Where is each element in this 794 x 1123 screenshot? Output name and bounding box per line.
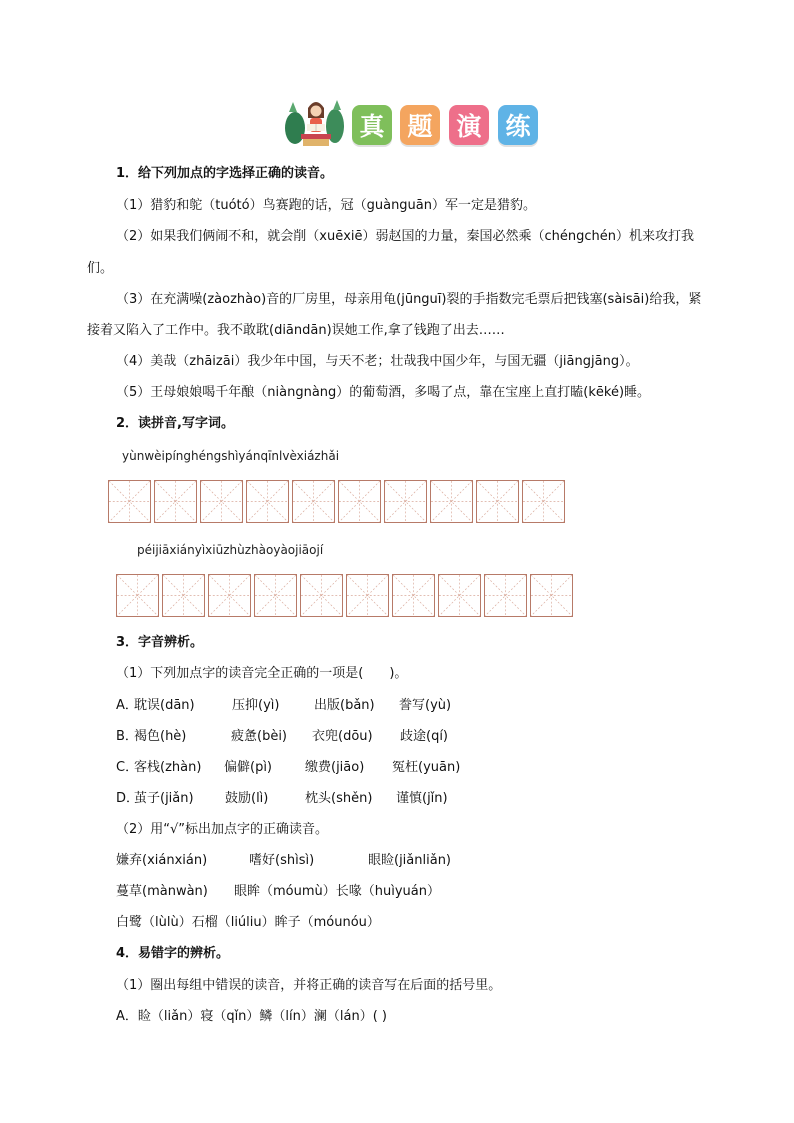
header-tile-zhen: 真 xyxy=(352,105,392,145)
q4-title: 4．易错字的辨析。 xyxy=(116,946,230,961)
writing-cell[interactable] xyxy=(208,574,251,617)
option-label: B． xyxy=(116,729,138,744)
writing-cell[interactable] xyxy=(292,480,335,523)
writing-grid-1[interactable] xyxy=(108,480,568,523)
reading-girl-illustration xyxy=(283,98,347,148)
q1-item-4: （4）美哉（zhāizāi）我少年中国，与天不老；壮哉我中国少年，与国无疆（jiāngjāng）。 xyxy=(116,354,639,369)
writing-cell[interactable] xyxy=(338,480,381,523)
option-label: A． xyxy=(116,698,138,713)
writing-cell[interactable] xyxy=(254,574,297,617)
q3-word: 嫌弃(xiánxián) xyxy=(116,853,208,868)
option-word: 压抑(yì) xyxy=(232,698,280,713)
q1-item-2-cont: 们。 xyxy=(87,261,114,276)
q1-item-2: （2）如果我们俩闹不和，就会削（xuēxiē）弱赵国的力量，秦国必然乘（chéngchén）机来攻打我 xyxy=(116,229,695,244)
writing-grid-2[interactable] xyxy=(116,574,576,617)
writing-cell[interactable] xyxy=(162,574,205,617)
writing-cell[interactable] xyxy=(476,480,519,523)
q2-pinyin-1: yùnwèipínghéngshìyánqīnlvèxiázhǎi xyxy=(122,449,340,463)
writing-cell[interactable] xyxy=(246,480,289,523)
writing-cell[interactable] xyxy=(346,574,389,617)
header-tile-ti: 题 xyxy=(400,105,440,145)
writing-cell[interactable] xyxy=(300,574,343,617)
q3-sub1: （1）下列加点字的读音完全正确的一项是( )。 xyxy=(116,666,408,681)
header-tile-yan: 演 xyxy=(449,105,489,145)
writing-cell[interactable] xyxy=(522,480,565,523)
option-word: 誊写(yù) xyxy=(399,698,452,713)
q3-word: 眼眸（móumù）长喙（huìyuán） xyxy=(234,884,440,899)
q3-title: 3．字音辨析。 xyxy=(116,635,204,650)
writing-cell[interactable] xyxy=(484,574,527,617)
option-word: 鼓励(lì) xyxy=(225,791,269,806)
writing-cell[interactable] xyxy=(384,480,427,523)
option-word: 缴费(jiāo) xyxy=(305,760,365,775)
q2-pinyin-2: péijiāxiányìxiūzhùzhàoyàojiāojí xyxy=(137,543,324,557)
q2-title: 2．读拼音,写字词。 xyxy=(116,416,234,431)
q3-word: 蔓草(mànwàn) xyxy=(116,884,208,899)
option-label: C． xyxy=(116,760,139,775)
q3-sub2: （2）用“√”标出加点字的正确读音。 xyxy=(116,822,329,837)
q1-item-3-cont: 接着又陷入了工作中。我不敢耽(diāndān)误她工作,拿了钱跑了出去…… xyxy=(87,323,505,338)
q1-item-3: （3）在充满噪(zàozhào)音的厂房里，母亲用龟(jūnguī)裂的手指数完毛票后把钱塞(sàisāi)给我，紧 xyxy=(116,292,702,307)
writing-cell[interactable] xyxy=(438,574,481,617)
option-word: 疲惫(bèi) xyxy=(231,729,288,744)
option-word: 冤枉(yuān) xyxy=(392,760,461,775)
writing-cell[interactable] xyxy=(116,574,159,617)
option-word: 耽误(dān) xyxy=(134,698,195,713)
q1-item-5: （5）王母娘娘喝千年酿（niàngnàng）的葡萄酒，多喝了点，靠在宝座上直打瞌(kēké)睡。 xyxy=(116,385,651,400)
q4-sub1: （1）圈出每组中错误的读音，并将正确的读音写在后面的括号里。 xyxy=(116,978,502,993)
q1-title: 1．给下列加点的字选择正确的读音。 xyxy=(116,166,334,181)
writing-cell[interactable] xyxy=(430,480,473,523)
option-word: 客栈(zhàn) xyxy=(134,760,202,775)
option-label: D． xyxy=(116,791,140,806)
writing-cell[interactable] xyxy=(200,480,243,523)
option-word: 衣兜(dōu) xyxy=(312,729,373,744)
q1-item-1: （1）猎豹和鸵（tuótó）鸟赛跑的话，冠（guànguān）军一定是猎豹。 xyxy=(116,198,537,213)
option-word: 偏僻(pì) xyxy=(224,760,273,775)
writing-cell[interactable] xyxy=(154,480,197,523)
section-header xyxy=(283,98,543,148)
q3-word: 眼睑(jiǎnliǎn) xyxy=(368,853,452,868)
writing-cell[interactable] xyxy=(530,574,573,617)
writing-cell[interactable] xyxy=(392,574,435,617)
option-word: 枕头(shěn) xyxy=(305,791,373,806)
option-word: 谨慎(jǐn) xyxy=(396,791,448,806)
option-word: 歧途(qí) xyxy=(400,729,449,744)
header-tile-lian: 练 xyxy=(498,105,538,145)
q3-word: 嗜好(shìsì) xyxy=(249,853,315,868)
option-word: 出版(bǎn) xyxy=(314,698,375,713)
q4-option-a: A．睑（liǎn）寝（qǐn）鳞（lín）澜（lán）( ) xyxy=(116,1009,387,1024)
writing-cell[interactable] xyxy=(108,480,151,523)
option-word: 茧子(jiǎn) xyxy=(134,791,194,806)
q3-word-row: 白鹭（lùlù）石榴（liúliu）眸子（móunóu） xyxy=(116,915,380,930)
option-word: 褐色(hè) xyxy=(134,729,187,744)
